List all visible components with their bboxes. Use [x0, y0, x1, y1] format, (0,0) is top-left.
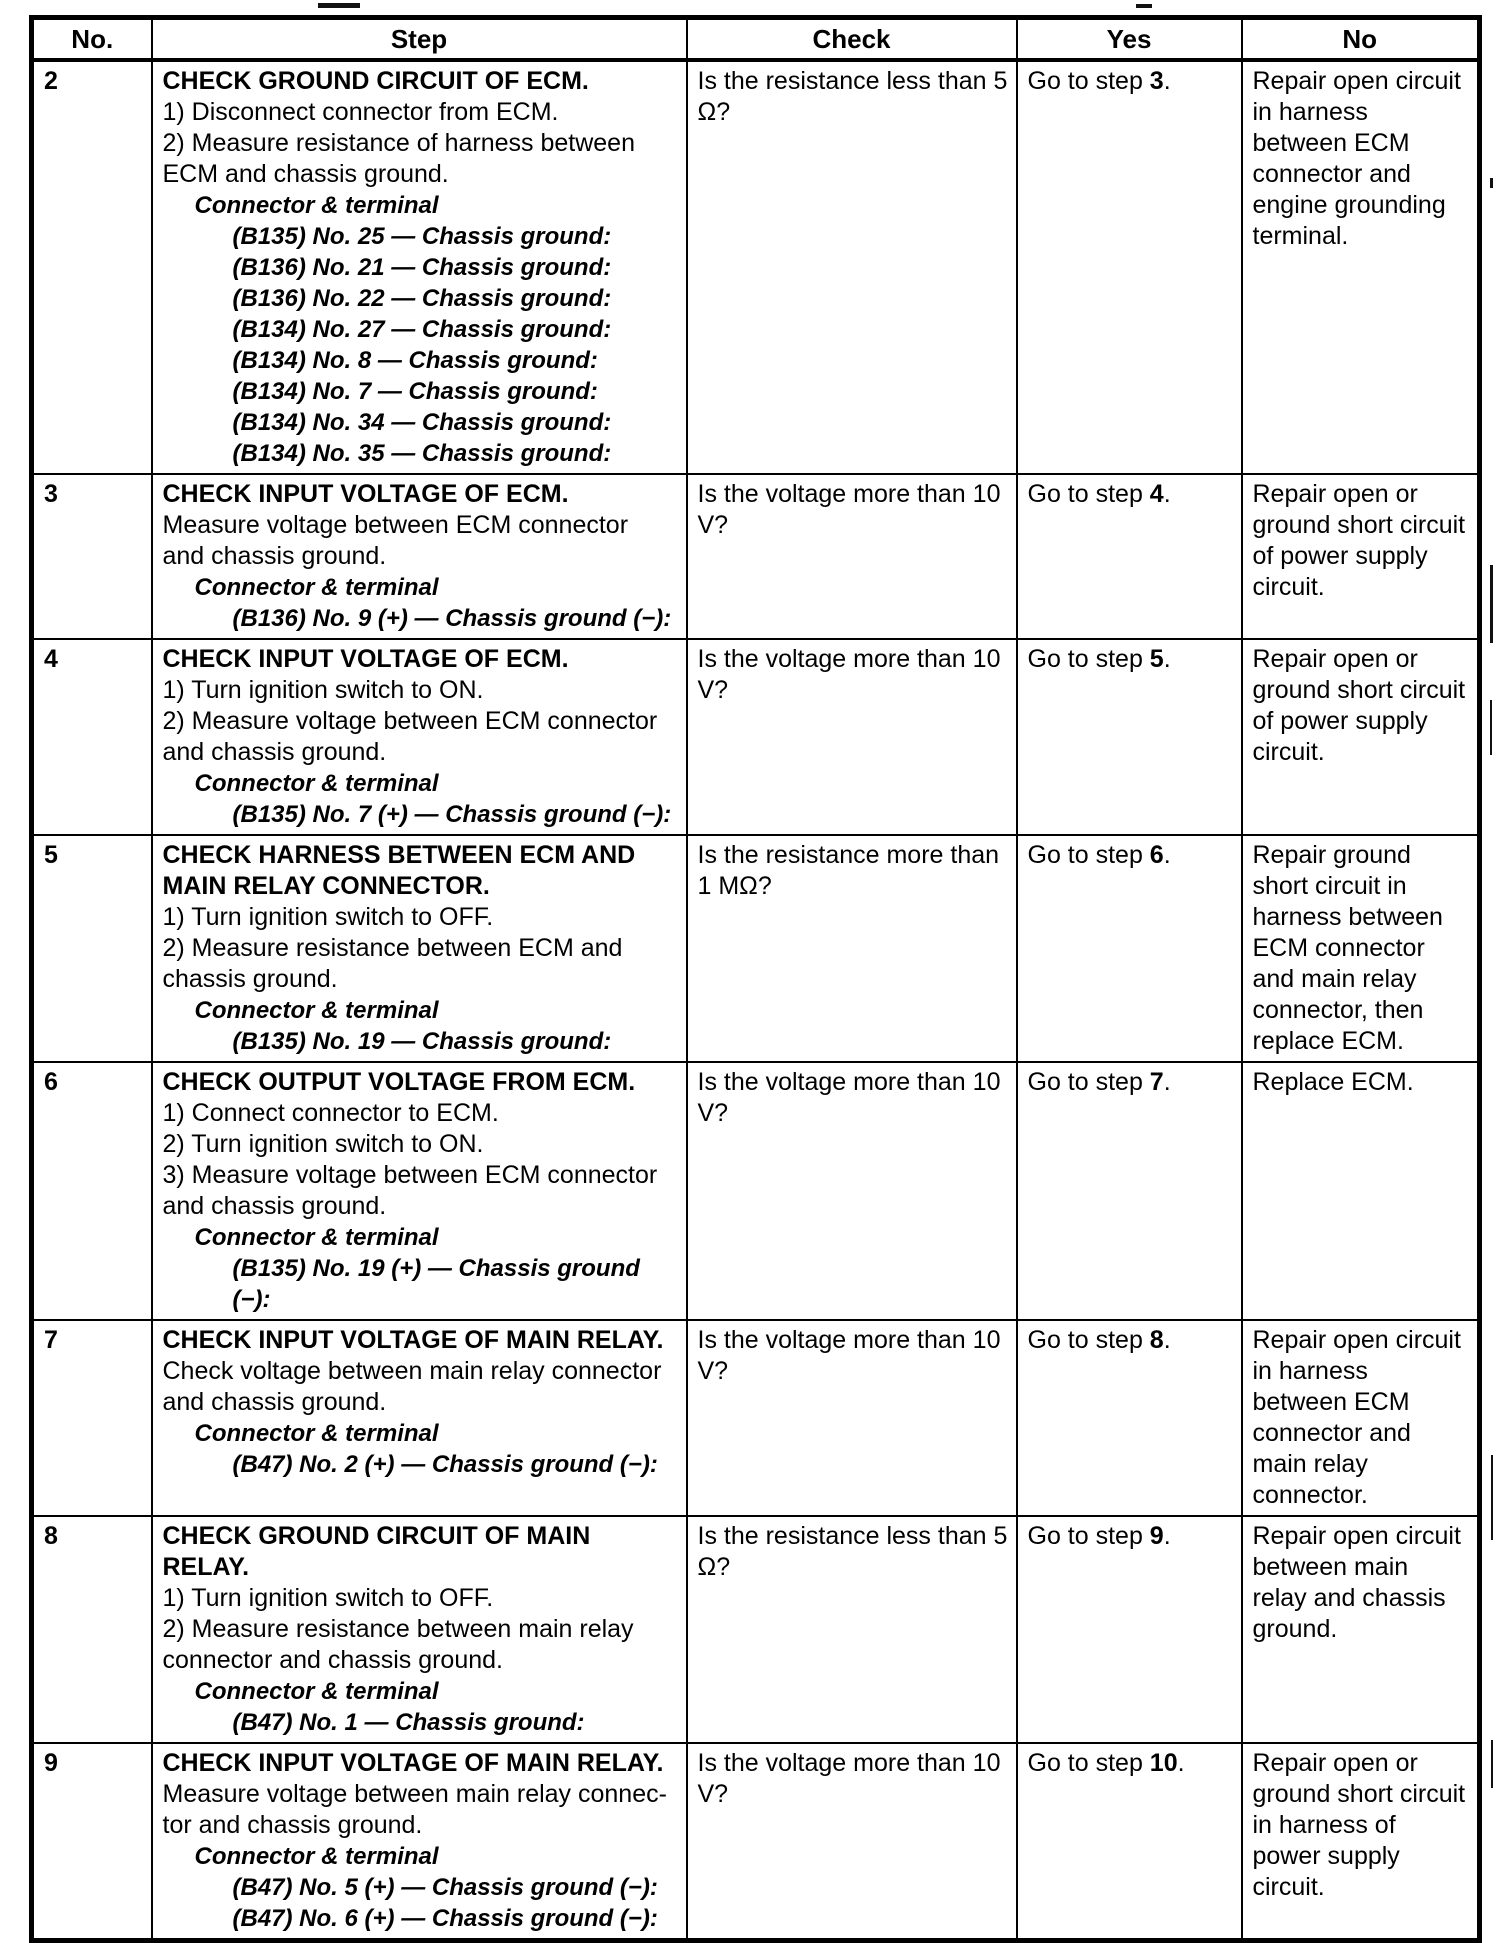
step-line: CHECK HARNESS BETWEEN ECM AND: [162, 841, 636, 869]
step-number-cell: 2: [32, 60, 152, 474]
check-cell: Is the resistance less than 5 Ω?: [687, 1516, 1017, 1743]
step-line: CHECK INPUT VOLTAGE OF MAIN RELAY.: [162, 1326, 664, 1354]
no-cell: Repair ground short circuit in harness between ECM connector and main relay connector, then replace ECM.: [1242, 835, 1480, 1062]
step-line: Measure voltage between ECM connector: [162, 511, 629, 539]
step-line: (B134) No. 35 — Chassis ground:: [232, 440, 612, 467]
step-line: and chassis ground.: [162, 738, 387, 766]
step-line: (B135) No. 25 — Chassis ground:: [232, 223, 612, 250]
step-line: (B136) No. 21 — Chassis ground:: [232, 254, 612, 281]
step-line: Connector & terminal: [194, 574, 439, 601]
no-cell: Replace ECM.: [1242, 1062, 1480, 1320]
step-line: 1) Turn ignition switch to OFF.: [162, 903, 494, 931]
scan-artifact: [1136, 4, 1152, 8]
header-row: [32, 18, 1480, 61]
step-line: (B135) No. 19 (+) — Chassis ground: [232, 1255, 640, 1282]
step-line: 1) Turn ignition switch to OFF.: [162, 1584, 494, 1612]
step-line: tor and chassis ground.: [162, 1811, 423, 1839]
no-cell: Repair open circuit in harness between ECM connector and engine grounding terminal.: [1242, 60, 1480, 474]
step-line: (B135) No. 19 — Chassis ground:: [232, 1028, 612, 1055]
check-cell: Is the voltage more than 10 V?: [687, 1743, 1017, 1941]
yes-cell: Go to step 5.: [1017, 639, 1242, 835]
step-line: Connector & terminal: [194, 1420, 439, 1447]
table-row: [32, 835, 1480, 1062]
step-line: (B134) No. 8 — Chassis ground:: [232, 347, 598, 374]
scan-artifact: [1491, 1740, 1493, 1788]
step-line: 2) Measure resistance of harness between: [162, 129, 635, 157]
step-line: 3) Measure voltage between ECM connector: [162, 1161, 658, 1189]
step-line: 2) Measure resistance between ECM and: [162, 934, 623, 962]
step-line: CHECK OUTPUT VOLTAGE FROM ECM.: [162, 1068, 636, 1096]
check-cell: Is the voltage more than 10 V?: [687, 639, 1017, 835]
table-row: [32, 1062, 1480, 1320]
step-line: (B136) No. 22 — Chassis ground:: [232, 285, 612, 312]
step-line: CHECK GROUND CIRCUIT OF ECM.: [162, 67, 589, 95]
step-line: Measure voltage between main relay connec-: [162, 1780, 667, 1808]
step-line: CHECK GROUND CIRCUIT OF MAIN: [162, 1522, 591, 1550]
header-step: Step: [152, 18, 687, 61]
no-cell: Repair open circuit between main relay and chassis ground.: [1242, 1516, 1480, 1743]
step-number-cell: 8: [32, 1516, 152, 1743]
step-line: and chassis ground.: [162, 1192, 387, 1220]
step-line: ECM and chassis ground.: [162, 160, 449, 188]
step-line: (B47) No. 1 — Chassis ground:: [232, 1709, 585, 1736]
step-line: 1) Disconnect connector from ECM.: [162, 98, 559, 126]
no-cell: Repair open circuit in harness between ECM connector and main relay connector.: [1242, 1320, 1480, 1516]
yes-cell: Go to step 7.: [1017, 1062, 1242, 1320]
step-line: 1) Connect connector to ECM.: [162, 1099, 499, 1127]
table-header: [32, 18, 1480, 61]
step-number-cell: 9: [32, 1743, 152, 1941]
scan-artifact: [1490, 565, 1493, 643]
step-line: 2) Turn ignition switch to ON.: [162, 1130, 484, 1158]
step-line: (B47) No. 5 (+) — Chassis ground (−):: [232, 1874, 658, 1901]
step-line: Check voltage between main relay connector: [162, 1357, 662, 1385]
step-line: 2) Measure voltage between ECM connector: [162, 707, 658, 735]
step-line: MAIN RELAY CONNECTOR.: [162, 872, 490, 900]
step-line: Connector & terminal: [194, 1678, 439, 1705]
scan-artifact: [318, 3, 360, 8]
step-line: (B134) No. 27 — Chassis ground:: [232, 316, 612, 343]
no-cell: Repair open or ground short circuit in harness of power supply circuit.: [1242, 1743, 1480, 1941]
step-cell: [152, 1062, 687, 1320]
step-number-cell: 3: [32, 474, 152, 639]
step-line: Connector & terminal: [194, 997, 439, 1024]
step-number-cell: 6: [32, 1062, 152, 1320]
yes-cell: Go to step 9.: [1017, 1516, 1242, 1743]
step-number-cell: 7: [32, 1320, 152, 1516]
check-cell: Is the voltage more than 10 V?: [687, 474, 1017, 639]
step-line: Connector & terminal: [194, 1224, 439, 1251]
scan-artifact: [1490, 700, 1492, 755]
step-line: Connector & terminal: [194, 1843, 439, 1870]
step-line: (B136) No. 9 (+) — Chassis ground (−):: [232, 605, 672, 632]
step-line: (B134) No. 7 — Chassis ground:: [232, 378, 598, 405]
step-number-cell: 4: [32, 639, 152, 835]
step-line: (−):: [232, 1286, 271, 1313]
yes-cell: Go to step 3.: [1017, 60, 1242, 474]
step-cell: [152, 60, 687, 474]
step-line: CHECK INPUT VOLTAGE OF ECM.: [162, 480, 569, 508]
step-line: connector and chassis ground.: [162, 1646, 503, 1674]
step-line: Connector & terminal: [194, 770, 439, 797]
step-cell: [152, 1320, 687, 1516]
step-number-cell: 5: [32, 835, 152, 1062]
step-cell: [152, 1516, 687, 1743]
step-line: (B135) No. 7 (+) — Chassis ground (−):: [232, 801, 672, 828]
step-line: (B134) No. 34 — Chassis ground:: [232, 409, 612, 436]
header-no-action: No: [1242, 18, 1480, 61]
step-line: 2) Measure resistance between main relay: [162, 1615, 634, 1643]
step-line: 1) Turn ignition switch to ON.: [162, 676, 484, 704]
table-row: [32, 474, 1480, 639]
yes-cell: Go to step 4.: [1017, 474, 1242, 639]
step-cell: [152, 639, 687, 835]
step-line: CHECK INPUT VOLTAGE OF ECM.: [162, 645, 569, 673]
step-line: chassis ground.: [162, 965, 338, 993]
table-row: [32, 639, 1480, 835]
yes-cell: Go to step 6.: [1017, 835, 1242, 1062]
step-line: (B47) No. 6 (+) — Chassis ground (−):: [232, 1905, 658, 1932]
step-cell: [152, 835, 687, 1062]
step-line: and chassis ground.: [162, 542, 387, 570]
scan-artifact: [1490, 178, 1493, 188]
step-line: CHECK INPUT VOLTAGE OF MAIN RELAY.: [162, 1749, 664, 1777]
yes-cell: Go to step 10.: [1017, 1743, 1242, 1941]
step-line: Connector & terminal: [194, 192, 439, 219]
check-cell: Is the voltage more than 10 V?: [687, 1320, 1017, 1516]
check-cell: Is the resistance more than 1 MΩ?: [687, 835, 1017, 1062]
check-cell: Is the resistance less than 5 Ω?: [687, 60, 1017, 474]
table-row: [32, 1320, 1480, 1516]
step-line: and chassis ground.: [162, 1388, 387, 1416]
header-no: No.: [32, 18, 152, 61]
troubleshooting-table: [29, 15, 1482, 1943]
step-cell: [152, 474, 687, 639]
header-yes: Yes: [1017, 18, 1242, 61]
table-row: [32, 1743, 1480, 1941]
table-row: [32, 1516, 1480, 1743]
table-body: [32, 60, 1480, 1941]
step-cell: [152, 1743, 687, 1941]
step-line: (B47) No. 2 (+) — Chassis ground (−):: [232, 1451, 658, 1478]
step-line: RELAY.: [162, 1553, 250, 1581]
table-row: [32, 60, 1480, 474]
no-cell: Repair open or ground short circuit of power supply circuit.: [1242, 639, 1480, 835]
scan-artifact: [1491, 1455, 1493, 1540]
no-cell: Repair open or ground short circuit of power supply circuit.: [1242, 474, 1480, 639]
check-cell: Is the voltage more than 10 V?: [687, 1062, 1017, 1320]
header-check: Check: [687, 18, 1017, 61]
yes-cell: Go to step 8.: [1017, 1320, 1242, 1516]
